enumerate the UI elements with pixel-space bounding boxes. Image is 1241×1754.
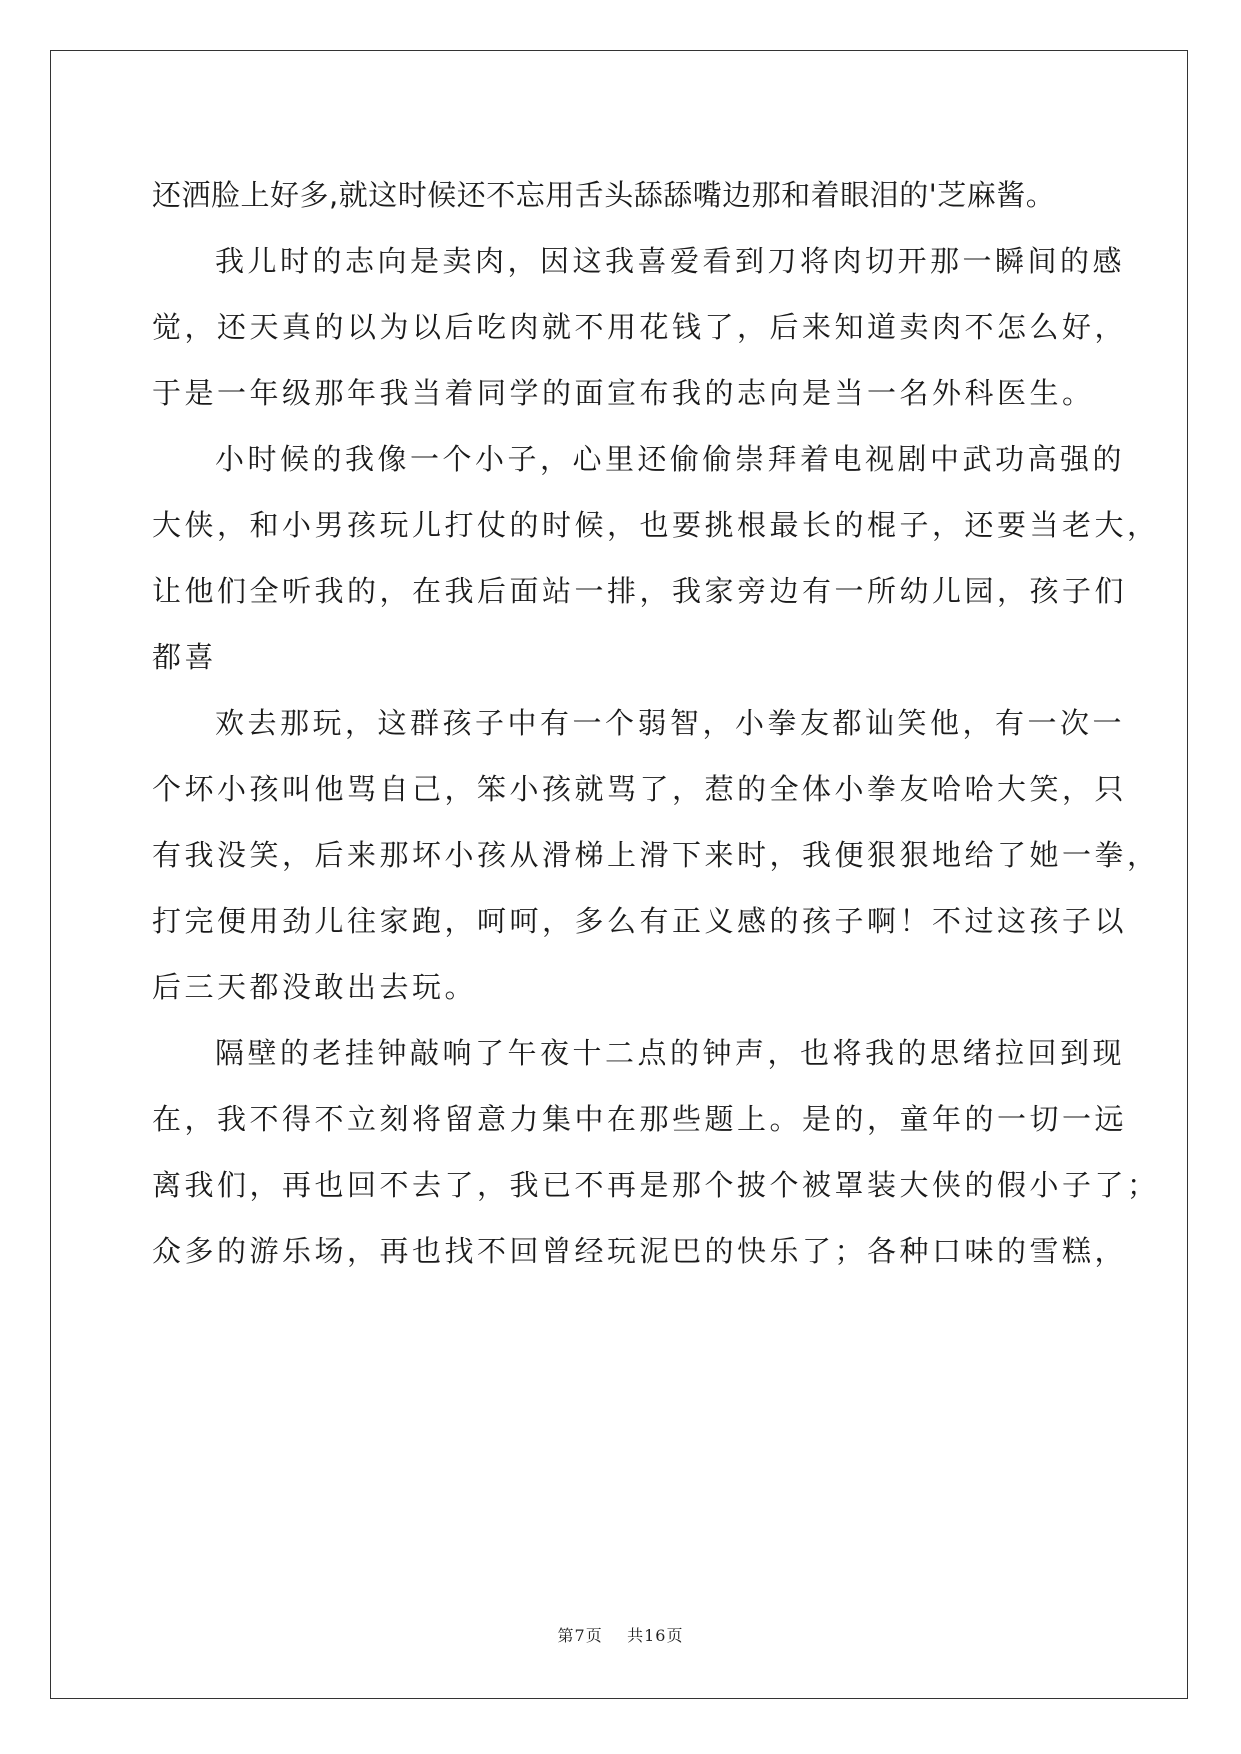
text-line: 觉，还天真的以为以后吃肉就不用花钱了，后来知道卖肉不怎么好， — [152, 310, 1128, 344]
text-line: 都喜 — [152, 640, 218, 674]
text-line: 欢去那玩，这群孩子中有一个弱智，小拳友都讪笑他，有一次一 — [215, 706, 1126, 740]
text-line: 在，我不得不立刻将留意力集中在那些题上。是的，童年的一切一远 — [152, 1102, 1128, 1136]
text-line: 打完便用劲儿往家跑，呵呵，多么有正义感的孩子啊！不过这孩子以 — [152, 904, 1128, 938]
text-line: 让他们全听我的，在我后面站一排，我家旁边有一所幼儿园，孩子们 — [152, 574, 1128, 608]
text-line: 大侠，和小男孩玩儿打仗的时候，也要挑根最长的棍子，还要当老大， — [152, 508, 1160, 542]
text-line: 后三天都没敢出去玩。 — [152, 970, 478, 1004]
body-text — [152, 162, 1160, 1284]
page-number: 第7页 — [557, 1626, 603, 1645]
text-line: 个坏小孩叫他骂自己，笨小孩就骂了，惹的全体小拳友哈哈大笑，只 — [152, 772, 1128, 806]
text-line: 众多的游乐场，再也找不回曾经玩泥巴的快乐了；各种口味的雪糕， — [152, 1234, 1128, 1268]
text-line: 还洒脸上好多,就这时候还不忘用舌头舔舔嘴边那和着眼泪的'芝麻酱。 — [152, 178, 1056, 212]
text-line: 离我们，再也回不去了，我已不再是那个披个被罩装大侠的假小子了； — [152, 1168, 1160, 1202]
text-line: 小时候的我像一个小子，心里还偷偷崇拜着电视剧中武功高强的 — [215, 442, 1126, 476]
footer-gap — [603, 1626, 627, 1645]
text-line: 于是一年级那年我当着同学的面宣布我的志向是当一名外科医生。 — [152, 376, 1095, 410]
page-total: 共16页 — [627, 1626, 684, 1645]
text-line: 隔壁的老挂钟敲响了午夜十二点的钟声，也将我的思绪拉回到现 — [215, 1036, 1126, 1070]
page-footer — [0, 1623, 1241, 1646]
text-line: 我儿时的志向是卖肉，因这我喜爱看到刀将肉切开那一瞬间的感 — [215, 244, 1126, 278]
text-line: 有我没笑，后来那坏小孩从滑梯上滑下来时，我便狠狠地给了她一拳， — [152, 838, 1160, 872]
